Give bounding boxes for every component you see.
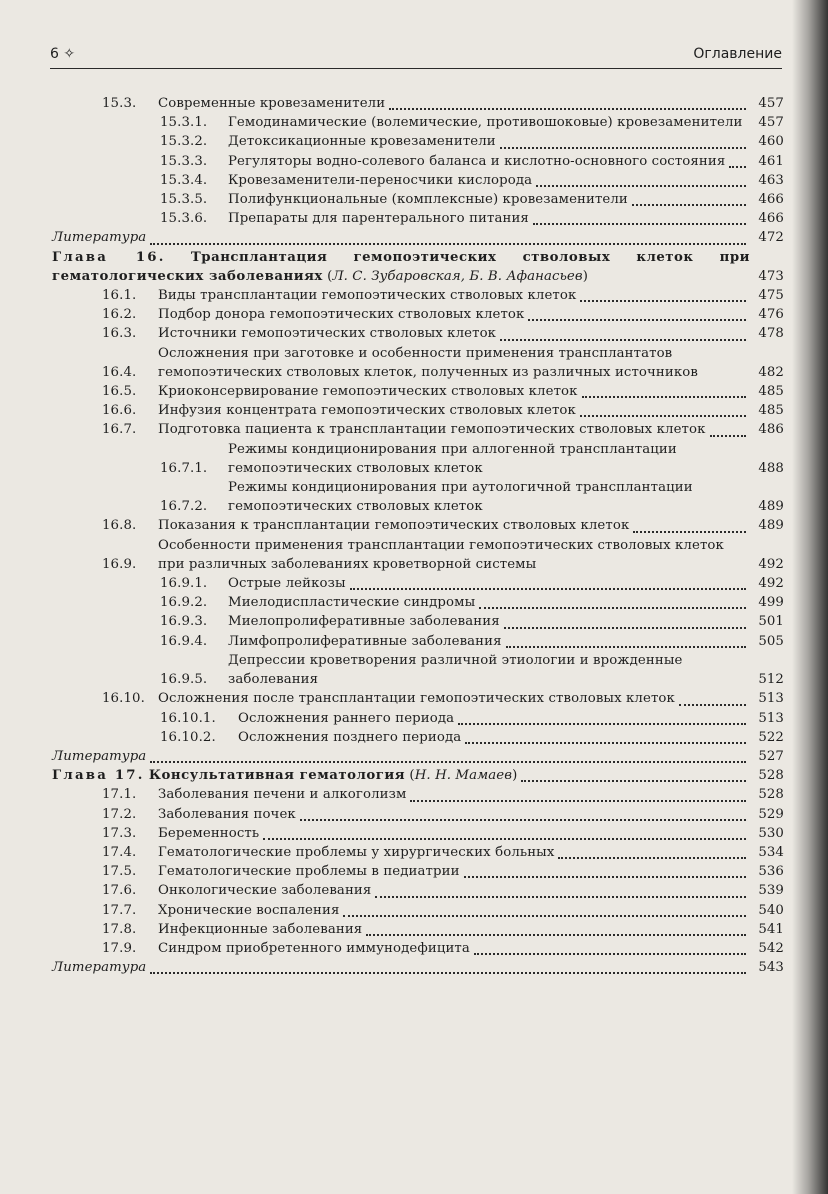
leader-dots [536, 184, 746, 187]
toc-page-number: 460 [758, 134, 784, 150]
toc-literature[interactable] [52, 958, 784, 977]
toc-entry[interactable] [52, 632, 784, 651]
toc-entry-title: Гематологические проблемы в педиатрии [158, 864, 460, 880]
toc-entry-number: 16.7. [102, 422, 137, 438]
table-of-contents [52, 94, 784, 977]
toc-entry-title: Депрессии кроветворения различной этиологии и врожденные заболевания [228, 652, 683, 688]
toc-page-number: 501 [758, 614, 784, 630]
toc-entry-title: Литература [52, 748, 147, 764]
chapter-authors: Л. С. Зубаровская, Б. В. Афанасьев [332, 268, 583, 284]
toc-entry-number: 16.2. [102, 307, 137, 323]
toc-page-number: 505 [758, 633, 784, 649]
toc-entry-title: Гематологические проблемы у хирургических больных [158, 844, 555, 860]
toc-entry-title: Миелопролиферативные заболевания [228, 614, 500, 630]
leader-dots [150, 971, 746, 974]
leader-dots [150, 242, 746, 245]
toc-entry-number: 15.3.6. [160, 211, 208, 227]
toc-entry-number: 16.8. [102, 518, 137, 534]
chapter-title: Консультативная гематология [148, 768, 406, 784]
toc-entry-number: 15.3. [102, 96, 137, 111]
leader-dots [343, 914, 746, 917]
toc-entry[interactable] [52, 651, 784, 689]
toc-page-number: 541 [758, 921, 784, 937]
toc-entry-title: Онкологические заболевания [158, 883, 372, 899]
toc-page-number: 478 [758, 326, 784, 342]
toc-entry-title: Инфекционные заболевания [158, 921, 363, 937]
leader-dots [465, 741, 746, 744]
toc-entry[interactable] [52, 132, 784, 151]
toc-entry-title: Осложнения позднего периода [238, 729, 462, 745]
toc-entry-title: Регуляторы водно-солевого баланса и кислотно-основного состояния [228, 153, 726, 169]
leader-dots [580, 414, 746, 417]
toc-page-number: 512 [758, 672, 784, 688]
leader-dots [375, 895, 746, 898]
leader-dots [528, 318, 746, 321]
toc-entry-title: Осложнения после трансплантации гемопоэтических стволовых клеток [158, 691, 675, 707]
toc-entry-title: Глава 16. Трансплантация гемопоэтических стволовых клеток при гематологических заболеваниях (Л. С. Зубаровская, Б. В. Афанасьев) [52, 249, 751, 284]
toc-page-number: 540 [758, 902, 784, 918]
toc-entry[interactable] [52, 171, 784, 190]
toc-entry[interactable] [52, 305, 784, 324]
toc-page-number: 539 [758, 883, 784, 899]
leader-dots [580, 299, 746, 302]
toc-entry-number: 16.9.2. [160, 595, 208, 611]
toc-entry-number: 17.8. [102, 921, 137, 937]
toc-entry[interactable] [52, 939, 784, 958]
toc-page-number: 522 [758, 729, 784, 745]
toc-entry[interactable] [52, 709, 784, 728]
toc-entry-title: Особенности применения трансплантации гемопоэтических стволовых клеток при различных заболеваниях кроветворной системы [158, 537, 724, 572]
toc-entry[interactable] [52, 920, 784, 939]
toc-entry[interactable] [52, 286, 784, 305]
toc-entry-title: Глава 17. Консультативная гематология (Н. Н. Мамаев) [52, 768, 518, 784]
toc-entry[interactable] [52, 420, 784, 439]
toc-entry[interactable] [52, 440, 784, 478]
toc-entry-title: Литература [52, 230, 147, 246]
toc-entry[interactable] [52, 113, 784, 132]
toc-entry-title: Виды трансплантации гемопоэтических стволовых клеток [158, 288, 577, 304]
toc-entry-title: Острые лейкозы [228, 576, 346, 592]
toc-entry[interactable] [52, 324, 784, 343]
toc-entry-number: 17.5. [102, 864, 137, 880]
chapter-label: Глава 16. [52, 249, 166, 265]
toc-entry-title: Криоконсервирование гемопоэтических стволовых клеток [158, 384, 578, 400]
toc-page-number: 463 [758, 172, 784, 188]
toc-entry[interactable] [52, 382, 784, 401]
toc-entry-number: 16.9.4. [160, 633, 208, 649]
leader-dots [464, 875, 746, 878]
toc-entry[interactable] [52, 190, 784, 209]
running-header [50, 42, 782, 69]
toc-entry[interactable] [52, 612, 784, 631]
toc-page-number: 485 [758, 403, 784, 419]
toc-entry[interactable] [52, 574, 784, 593]
leader-dots [474, 952, 746, 955]
toc-entry[interactable] [52, 516, 784, 535]
toc-entry-title: Инфузия концентрата гемопоэтических стволовых клеток [158, 403, 576, 419]
toc-entry-number: 17.4. [102, 844, 137, 860]
binding-shadow [792, 0, 828, 1194]
toc-entry-number: 16.5. [102, 384, 137, 400]
toc-entry-number: 15.3.1. [160, 115, 208, 131]
toc-entry-title: Кровезаменители-переносчики кислорода [228, 172, 533, 188]
leader-dots [710, 434, 746, 437]
toc-page-number: 492 [758, 576, 784, 592]
toc-entry-number: 17.3. [102, 825, 137, 841]
leader-dots [389, 107, 746, 110]
toc-entry[interactable] [52, 209, 784, 228]
running-title: Оглавление [693, 46, 782, 62]
toc-entry-title: Осложнения раннего периода [238, 710, 455, 726]
toc-entry-number: 16.9.3. [160, 614, 208, 630]
toc-page-number: 489 [758, 518, 784, 534]
toc-entry-number: 17.2. [102, 806, 137, 822]
leader-dots [506, 645, 746, 648]
toc-page-number: 536 [758, 864, 784, 880]
toc-entry-title: Современные кровезаменители [158, 96, 386, 111]
toc-entry-title: Показания к трансплантации гемопоэтических стволовых клеток [158, 518, 630, 534]
toc-entry[interactable] [52, 478, 784, 516]
toc-page-number: 486 [758, 422, 784, 438]
toc-page-number: 457 [758, 115, 784, 131]
toc-entry-number: 17.9. [102, 940, 137, 956]
toc-page-number: 528 [758, 787, 784, 803]
toc-entry-title: Синдром приобретенного иммунодефицита [158, 940, 470, 956]
toc-page-number: 473 [758, 268, 784, 284]
toc-entry-title: Источники гемопоэтических стволовых клеток [158, 326, 497, 342]
toc-entry-title: Режимы кондиционирования при аллогенной трансплантации гемопоэтических стволовых клеток [228, 441, 677, 476]
leader-dots [679, 703, 746, 706]
chapter-label: Глава 17. [52, 768, 145, 784]
leader-dots [582, 395, 746, 398]
toc-entry[interactable] [52, 728, 784, 747]
toc-page-number: 543 [758, 960, 784, 976]
toc-entry[interactable] [52, 689, 784, 708]
toc-entry[interactable] [52, 344, 784, 382]
toc-entry[interactable] [52, 94, 784, 113]
toc-literature[interactable] [52, 228, 784, 247]
toc-entry[interactable] [52, 881, 784, 900]
leader-dots [533, 222, 746, 225]
leader-dots [504, 626, 746, 629]
toc-page-number: 489 [758, 499, 784, 515]
leader-dots [500, 146, 746, 149]
leader-dots [458, 722, 746, 725]
toc-entry-number: 17.6. [102, 883, 137, 899]
toc-entry[interactable] [52, 862, 784, 881]
leader-dots [479, 606, 746, 609]
toc-entry-title: Гемодинамические (волемические, противошоковые) кровезаменители [228, 115, 743, 131]
toc-entry-number: 15.3.3. [160, 153, 208, 169]
toc-entry-number: 16.4. [102, 364, 137, 380]
toc-page-number: 513 [758, 691, 784, 707]
toc-entry-title: Беременность [158, 825, 260, 841]
toc-page-number: 530 [758, 825, 784, 841]
leader-dots [632, 203, 746, 206]
toc-entry-title: Детоксикационные кровезаменители [228, 134, 496, 150]
toc-entry-number: 16.3. [102, 326, 137, 342]
toc-entry-title: Полифункциональные (комплексные) кровезаменители [228, 192, 628, 208]
toc-literature[interactable] [52, 747, 784, 766]
toc-page-number: 475 [758, 288, 784, 304]
toc-page-number: 527 [758, 748, 784, 764]
toc-page-number: 513 [758, 710, 784, 726]
toc-page-number: 472 [758, 230, 784, 246]
toc-entry-title: Заболевания печени и алкоголизм [158, 787, 407, 803]
toc-page-number: 492 [758, 556, 784, 572]
leader-dots [558, 856, 746, 859]
toc-entry-title: Препараты для парентерального питания [228, 211, 529, 227]
toc-entry-title: Хронические воспаления [158, 902, 340, 918]
leader-dots [500, 338, 746, 341]
toc-entry-title: Режимы кондиционирования при аутологичной трансплантации гемопоэтических стволовых клеток [228, 480, 693, 515]
leader-dots [150, 760, 746, 763]
page-number: 6 ✧ [50, 46, 76, 62]
toc-entry[interactable] [52, 785, 784, 804]
toc-entry-title: Миелодиспластические синдромы [228, 595, 476, 611]
leader-dots [263, 837, 746, 840]
toc-entry-title: Заболевания почек [158, 806, 296, 822]
toc-chapter[interactable] [52, 766, 784, 785]
toc-page-number: 461 [758, 153, 784, 169]
toc-page-number: 528 [758, 768, 784, 784]
toc-entry-number: 17.7. [102, 902, 137, 918]
toc-page-number: 529 [758, 806, 784, 822]
toc-page-number: 534 [758, 844, 784, 860]
toc-entry-title: Подготовка пациента к трансплантации гемопоэтических стволовых клеток [158, 422, 706, 438]
toc-page-number: 485 [758, 384, 784, 400]
leader-dots [633, 530, 746, 533]
toc-entry[interactable] [52, 901, 784, 920]
leader-dots [350, 587, 746, 590]
toc-entry-number: 15.3.2. [160, 134, 208, 150]
toc-page-number: 476 [758, 307, 784, 323]
toc-entry[interactable] [52, 152, 784, 171]
leader-dots [521, 779, 746, 782]
toc-entry-number: 16.9.5. [160, 672, 208, 688]
toc-page-number: 488 [758, 460, 784, 476]
toc-page-number: 457 [758, 96, 784, 111]
leader-dots [410, 799, 746, 802]
toc-entry[interactable] [52, 401, 784, 420]
toc-entry-number: 16.10.1. [160, 710, 216, 726]
toc-entry-title: Лимфопролиферативные заболевания [228, 633, 502, 649]
chapter-title: Трансплантация гемопоэтических стволовых клеток при гематологических заболеваниях [52, 249, 751, 284]
toc-entry-number: 16.6. [102, 403, 137, 419]
toc-entry[interactable] [52, 536, 784, 574]
toc-entry-number: 15.3.4. [160, 172, 208, 188]
toc-entry-number: 16.10.2. [160, 729, 216, 745]
toc-entry-number: 16.10. [102, 691, 145, 707]
toc-entry[interactable] [52, 805, 784, 824]
toc-chapter[interactable] [52, 248, 784, 286]
toc-entry-number: 15.3.5. [160, 192, 208, 208]
toc-entry-number: 16.9. [102, 556, 137, 572]
toc-entry[interactable] [52, 824, 784, 843]
leader-dots [300, 818, 746, 821]
toc-entry-title: Литература [52, 960, 147, 976]
toc-entry-number: 16.1. [102, 288, 137, 304]
toc-entry-title: Подбор донора гемопоэтических стволовых клеток [158, 307, 525, 323]
toc-entry-number: 17.1. [102, 787, 137, 803]
chapter-authors: Н. Н. Мамаев [414, 768, 513, 784]
toc-entry-number: 16.9.1. [160, 576, 208, 592]
toc-entry-title: Осложнения при заготовке и особенности применения трансплантатов гемопоэтических стволовых клеток, полученных из различных источников [158, 345, 698, 380]
toc-page-number: 466 [758, 211, 784, 227]
toc-entry-number: 16.7.1. [160, 460, 208, 476]
toc-page-number: 466 [758, 192, 784, 208]
leader-dots [729, 165, 746, 168]
toc-page-number: 482 [758, 364, 784, 380]
toc-page-number: 499 [758, 595, 784, 611]
toc-entry[interactable] [52, 593, 784, 612]
leader-dots [366, 933, 746, 936]
toc-page-number: 542 [758, 940, 784, 956]
toc-entry[interactable] [52, 843, 784, 862]
toc-entry-number: 16.7.2. [160, 499, 208, 515]
